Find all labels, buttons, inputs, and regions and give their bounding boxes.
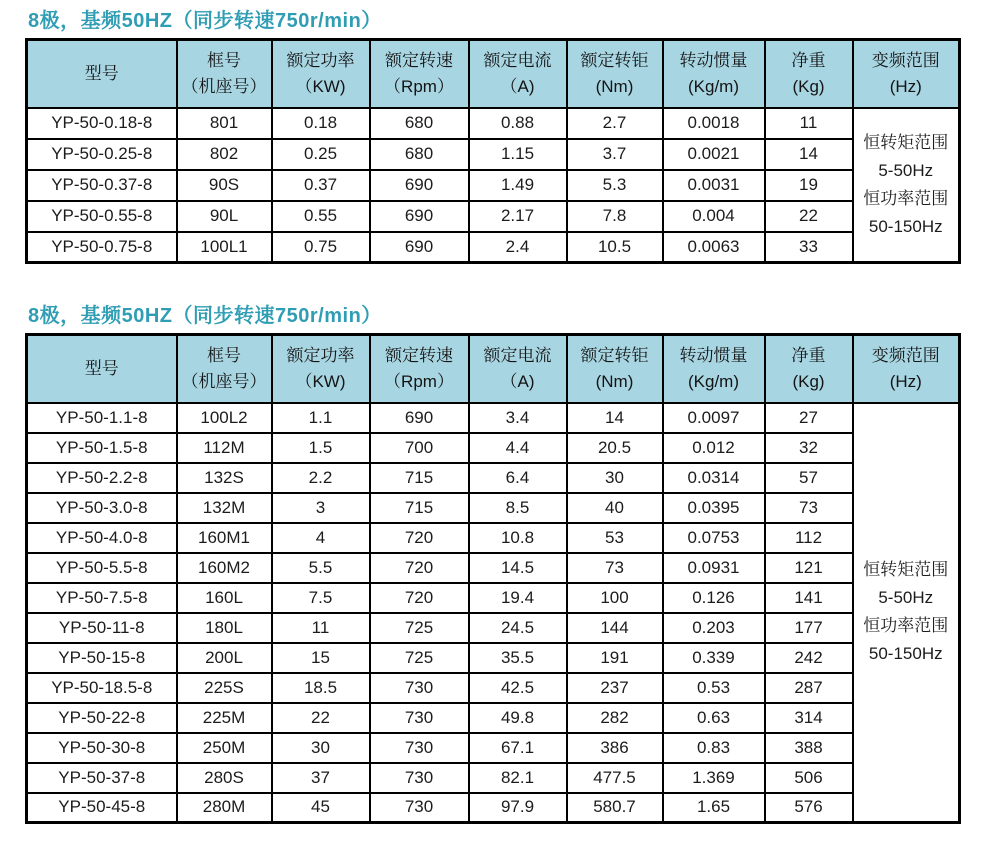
table-row <box>27 232 960 263</box>
column-name: 转动惯量 <box>679 345 748 365</box>
cell-power: 0.18 <box>272 108 370 139</box>
column-name: 额定功率 <box>286 50 355 70</box>
cell-current: 10.8 <box>469 523 567 553</box>
cell-model: YP-50-22-8 <box>27 703 177 733</box>
cell-frame: 160M1 <box>177 523 272 553</box>
column-header-frame <box>177 40 272 108</box>
column-unit: (Hz) <box>889 76 922 96</box>
cell-current: 67.1 <box>469 733 567 763</box>
cell-speed: 690 <box>370 201 469 232</box>
cell-torque: 386 <box>567 733 663 763</box>
cell-torque: 580.7 <box>567 793 663 823</box>
column-unit: （KW) <box>295 76 346 96</box>
table-row <box>27 201 960 232</box>
cell-weight: 73 <box>765 493 853 523</box>
cell-current: 49.8 <box>469 703 567 733</box>
column-header-speed <box>370 335 469 403</box>
cell-speed: 720 <box>370 553 469 583</box>
cell-torque: 144 <box>567 613 663 643</box>
cell-speed: 680 <box>370 139 469 170</box>
cell-current: 6.4 <box>469 463 567 493</box>
table-row <box>27 523 960 553</box>
column-header-inertia <box>663 335 765 403</box>
cell-inertia: 0.004 <box>663 201 765 232</box>
table-body <box>27 403 960 823</box>
cell-model: YP-50-1.1-8 <box>27 403 177 433</box>
cell-current: 2.4 <box>469 232 567 263</box>
table-row <box>27 493 960 523</box>
column-unit: （A) <box>500 371 535 391</box>
cell-inertia: 0.0395 <box>663 493 765 523</box>
cell-weight: 314 <box>765 703 853 733</box>
cell-inertia: 0.0314 <box>663 463 765 493</box>
cell-inertia: 1.369 <box>663 763 765 793</box>
cell-frame: 100L1 <box>177 232 272 263</box>
cell-current: 35.5 <box>469 643 567 673</box>
cell-power: 11 <box>272 613 370 643</box>
table-row <box>27 673 960 703</box>
cell-current: 2.17 <box>469 201 567 232</box>
column-header-model <box>27 335 177 403</box>
column-header-inertia <box>663 40 765 108</box>
section-title: 8极，基频50HZ（同步转速750r/min） <box>28 305 382 327</box>
column-header-range <box>853 335 960 403</box>
cell-model: YP-50-0.55-8 <box>27 201 177 232</box>
cell-weight: 506 <box>765 763 853 793</box>
cell-inertia: 0.126 <box>663 583 765 613</box>
cell-frame: 801 <box>177 108 272 139</box>
frequency-range-line: 50-150Hz <box>868 216 943 236</box>
frequency-range-line: 50-150Hz <box>868 644 943 664</box>
header-row <box>27 40 960 108</box>
cell-model: YP-50-1.5-8 <box>27 433 177 463</box>
cell-model: YP-50-11-8 <box>27 613 177 643</box>
table-row <box>27 793 960 823</box>
cell-current: 24.5 <box>469 613 567 643</box>
table-row <box>27 403 960 433</box>
table-row <box>27 733 960 763</box>
cell-model: YP-50-0.37-8 <box>27 170 177 201</box>
frequency-range-line: 5-50Hz <box>878 588 934 608</box>
cell-frame: 280M <box>177 793 272 823</box>
cell-power: 7.5 <box>272 583 370 613</box>
cell-inertia: 0.0063 <box>663 232 765 263</box>
column-name: 额定转钜 <box>580 50 649 70</box>
cell-power: 5.5 <box>272 553 370 583</box>
cell-weight: 22 <box>765 201 853 232</box>
cell-inertia: 0.0021 <box>663 139 765 170</box>
cell-frame: 160L <box>177 583 272 613</box>
cell-frame: 160M2 <box>177 553 272 583</box>
cell-weight: 388 <box>765 733 853 763</box>
cell-power: 22 <box>272 703 370 733</box>
column-header-current <box>469 335 567 403</box>
header-row <box>27 335 960 403</box>
cell-frame: 280S <box>177 763 272 793</box>
table-row <box>27 170 960 201</box>
column-unit: （Rpm） <box>384 76 454 96</box>
table-row <box>27 583 960 613</box>
cell-model: YP-50-7.5-8 <box>27 583 177 613</box>
cell-model: YP-50-5.5-8 <box>27 553 177 583</box>
cell-frame: 90L <box>177 201 272 232</box>
cell-weight: 57 <box>765 463 853 493</box>
cell-speed: 730 <box>370 703 469 733</box>
column-name: 型号 <box>84 358 119 378</box>
frequency-range-cell <box>853 403 960 823</box>
cell-power: 30 <box>272 733 370 763</box>
cell-model: YP-50-0.75-8 <box>27 232 177 263</box>
cell-inertia: 0.203 <box>663 613 765 643</box>
cell-speed: 690 <box>370 170 469 201</box>
cell-frame: 200L <box>177 643 272 673</box>
cell-model: YP-50-15-8 <box>27 643 177 673</box>
cell-frame: 180L <box>177 613 272 643</box>
cell-model: YP-50-3.0-8 <box>27 493 177 523</box>
cell-power: 45 <box>272 793 370 823</box>
column-name: 变频范围 <box>871 345 940 365</box>
frequency-range-cell <box>853 108 960 263</box>
cell-current: 0.88 <box>469 108 567 139</box>
cell-frame: 802 <box>177 139 272 170</box>
column-unit: (Nm) <box>595 76 634 96</box>
column-name: 框号 <box>207 345 241 365</box>
cell-speed: 715 <box>370 493 469 523</box>
cell-current: 1.15 <box>469 139 567 170</box>
column-unit: (Hz) <box>889 371 922 391</box>
cell-speed: 720 <box>370 523 469 553</box>
cell-weight: 32 <box>765 433 853 463</box>
cell-model: YP-50-0.18-8 <box>27 108 177 139</box>
column-header-frame <box>177 335 272 403</box>
cell-frame: 112M <box>177 433 272 463</box>
cell-speed: 730 <box>370 763 469 793</box>
cell-inertia: 0.0753 <box>663 523 765 553</box>
column-unit: （机座号） <box>181 76 267 96</box>
cell-inertia: 0.0018 <box>663 108 765 139</box>
table-row <box>27 643 960 673</box>
cell-torque: 5.3 <box>567 170 663 201</box>
cell-weight: 121 <box>765 553 853 583</box>
cell-frame: 132S <box>177 463 272 493</box>
cell-power: 0.25 <box>272 139 370 170</box>
cell-torque: 2.7 <box>567 108 663 139</box>
column-header-torque <box>567 40 663 108</box>
cell-torque: 20.5 <box>567 433 663 463</box>
cell-speed: 725 <box>370 643 469 673</box>
cell-power: 2.2 <box>272 463 370 493</box>
cell-torque: 30 <box>567 463 663 493</box>
cell-current: 42.5 <box>469 673 567 703</box>
column-unit: （A) <box>500 76 535 96</box>
table-header <box>27 40 960 108</box>
column-header-speed <box>370 40 469 108</box>
cell-inertia: 0.0097 <box>663 403 765 433</box>
cell-torque: 7.8 <box>567 201 663 232</box>
cell-inertia: 0.63 <box>663 703 765 733</box>
table-body <box>27 108 960 263</box>
cell-power: 3 <box>272 493 370 523</box>
table-row <box>27 763 960 793</box>
cell-model: YP-50-30-8 <box>27 733 177 763</box>
cell-model: YP-50-0.25-8 <box>27 139 177 170</box>
column-header-range <box>853 40 960 108</box>
cell-torque: 237 <box>567 673 663 703</box>
table-row <box>27 463 960 493</box>
frequency-range-line: 5-50Hz <box>878 160 934 180</box>
cell-inertia: 0.012 <box>663 433 765 463</box>
cell-current: 3.4 <box>469 403 567 433</box>
cell-power: 18.5 <box>272 673 370 703</box>
cell-weight: 33 <box>765 232 853 263</box>
cell-power: 0.37 <box>272 170 370 201</box>
column-name: 额定电流 <box>483 50 552 70</box>
cell-weight: 11 <box>765 108 853 139</box>
cell-power: 1.5 <box>272 433 370 463</box>
cell-weight: 14 <box>765 139 853 170</box>
cell-power: 4 <box>272 523 370 553</box>
column-name: 额定转速 <box>385 50 453 70</box>
cell-speed: 720 <box>370 583 469 613</box>
cell-frame: 250M <box>177 733 272 763</box>
table-row <box>27 703 960 733</box>
cell-weight: 112 <box>765 523 853 553</box>
column-name: 转动惯量 <box>679 50 748 70</box>
cell-inertia: 0.53 <box>663 673 765 703</box>
column-name: 额定转速 <box>385 345 453 365</box>
cell-current: 97.9 <box>469 793 567 823</box>
cell-power: 15 <box>272 643 370 673</box>
cell-torque: 477.5 <box>567 763 663 793</box>
column-unit: （KW) <box>295 371 346 391</box>
column-unit: (Kg/m) <box>688 371 739 391</box>
cell-frame: 100L2 <box>177 403 272 433</box>
spec-section-poles8-part2 <box>0 295 982 824</box>
cell-weight: 242 <box>765 643 853 673</box>
table-row <box>27 139 960 170</box>
cell-speed: 700 <box>370 433 469 463</box>
column-name: 额定功率 <box>286 345 355 365</box>
column-name: 变频范围 <box>871 50 940 70</box>
cell-torque: 10.5 <box>567 232 663 263</box>
cell-torque: 73 <box>567 553 663 583</box>
cell-weight: 27 <box>765 403 853 433</box>
cell-weight: 19 <box>765 170 853 201</box>
cell-speed: 730 <box>370 673 469 703</box>
cell-torque: 53 <box>567 523 663 553</box>
cell-current: 8.5 <box>469 493 567 523</box>
column-name: 净重 <box>791 50 826 70</box>
cell-speed: 730 <box>370 793 469 823</box>
cell-torque: 40 <box>567 493 663 523</box>
table-row <box>27 553 960 583</box>
cell-current: 19.4 <box>469 583 567 613</box>
column-name: 净重 <box>791 345 826 365</box>
column-header-power <box>272 40 370 108</box>
column-name: 型号 <box>84 63 119 83</box>
cell-frame: 225S <box>177 673 272 703</box>
column-header-torque <box>567 335 663 403</box>
cell-power: 37 <box>272 763 370 793</box>
column-unit: (Kg/m) <box>688 76 739 96</box>
frequency-range-line: 恒转矩范围 <box>863 132 949 152</box>
table-header <box>27 335 960 403</box>
section-title: 8极，基频50HZ（同步转速750r/min） <box>28 10 382 32</box>
cell-frame: 90S <box>177 170 272 201</box>
cell-weight: 141 <box>765 583 853 613</box>
table-row <box>27 433 960 463</box>
table-row <box>27 613 960 643</box>
column-name: 额定转钜 <box>580 345 649 365</box>
column-name: 框号 <box>207 50 241 70</box>
cell-torque: 14 <box>567 403 663 433</box>
cell-frame: 225M <box>177 703 272 733</box>
cell-current: 82.1 <box>469 763 567 793</box>
cell-speed: 725 <box>370 613 469 643</box>
cell-model: YP-50-45-8 <box>27 793 177 823</box>
cell-weight: 177 <box>765 613 853 643</box>
column-unit: (Nm) <box>595 371 634 391</box>
column-name: 额定电流 <box>483 345 552 365</box>
cell-inertia: 0.0931 <box>663 553 765 583</box>
cell-torque: 282 <box>567 703 663 733</box>
cell-inertia: 0.0031 <box>663 170 765 201</box>
cell-model: YP-50-2.2-8 <box>27 463 177 493</box>
cell-weight: 576 <box>765 793 853 823</box>
cell-torque: 100 <box>567 583 663 613</box>
cell-power: 0.75 <box>272 232 370 263</box>
column-unit: （机座号） <box>181 371 267 391</box>
cell-speed: 690 <box>370 403 469 433</box>
cell-model: YP-50-37-8 <box>27 763 177 793</box>
cell-power: 1.1 <box>272 403 370 433</box>
cell-speed: 680 <box>370 108 469 139</box>
cell-weight: 287 <box>765 673 853 703</box>
frequency-range-line: 恒转矩范围 <box>863 560 949 580</box>
column-header-power <box>272 335 370 403</box>
frequency-range-line: 恒功率范围 <box>863 616 949 636</box>
cell-current: 1.49 <box>469 170 567 201</box>
frequency-range-line: 恒功率范围 <box>863 188 949 208</box>
cell-current: 14.5 <box>469 553 567 583</box>
spec-section-poles8-part1 <box>0 0 982 264</box>
column-unit: (Kg) <box>792 76 825 96</box>
cell-speed: 715 <box>370 463 469 493</box>
cell-model: YP-50-4.0-8 <box>27 523 177 553</box>
column-header-model <box>27 40 177 108</box>
cell-torque: 191 <box>567 643 663 673</box>
cell-speed: 690 <box>370 232 469 263</box>
column-header-weight <box>765 335 853 403</box>
column-header-weight <box>765 40 853 108</box>
cell-model: YP-50-18.5-8 <box>27 673 177 703</box>
motor-spec-table <box>25 38 961 264</box>
cell-current: 4.4 <box>469 433 567 463</box>
cell-inertia: 1.65 <box>663 793 765 823</box>
cell-power: 0.55 <box>272 201 370 232</box>
motor-spec-table <box>25 333 961 824</box>
cell-frame: 132M <box>177 493 272 523</box>
cell-inertia: 0.339 <box>663 643 765 673</box>
column-unit: （Rpm） <box>384 371 454 391</box>
cell-torque: 3.7 <box>567 139 663 170</box>
cell-speed: 730 <box>370 733 469 763</box>
column-header-current <box>469 40 567 108</box>
cell-inertia: 0.83 <box>663 733 765 763</box>
table-row <box>27 108 960 139</box>
column-unit: (Kg) <box>792 371 825 391</box>
